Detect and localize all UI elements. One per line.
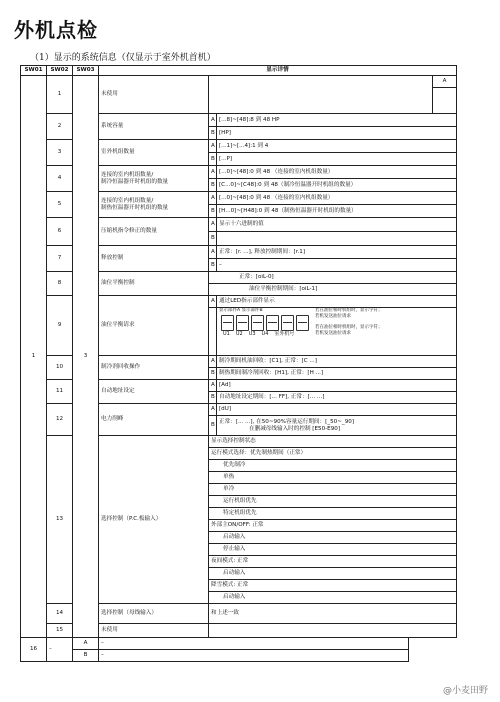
- row-number: 7: [47, 246, 73, 272]
- selection-row: 外部主ON/OFF: 正常: [21, 520, 457, 532]
- segment-digit: [266, 315, 279, 331]
- row-value-a: [Ad]: [217, 380, 457, 392]
- row-number: 3: [47, 140, 73, 166]
- row-name: 释放控制: [99, 246, 209, 272]
- selection-row: 特定机组优先: [21, 508, 457, 520]
- led-display-diagram: [217, 308, 457, 356]
- selection-row: 降雪模式: 正常: [21, 580, 457, 592]
- b-label: B: [209, 368, 217, 380]
- a-label: A: [209, 140, 217, 153]
- row-name: [99, 192, 209, 218]
- a-label: A: [73, 638, 99, 650]
- row-number: 14: [47, 604, 73, 624]
- lcd-notes: 若在油位相时机组时，显示字符； 若机发送油位请求 若在油位相时机组时，显示字符； 若机发送油位请求: [315, 308, 383, 336]
- row-name: 选择控制（P.C.板输入）: [99, 436, 209, 604]
- row-number: 8: [47, 272, 73, 296]
- sw01-value: 1: [21, 76, 47, 638]
- table-row: [21, 650, 457, 662]
- header-sw03: SW03: [73, 66, 99, 76]
- b-label: B: [73, 650, 99, 662]
- system-info-table: [20, 65, 457, 662]
- b-label: B: [209, 392, 217, 404]
- row-value-b: [C...0]~[C48]:0 到 48（制冷恒温器开时机组的数量）: [217, 179, 457, 192]
- row-name-line2: 制冷恒温器开时机组的数量: [101, 178, 169, 185]
- row-value-b: [217, 232, 457, 246]
- selection-row: 启动输入: [21, 532, 457, 544]
- selection-row: 优先制冷: [21, 460, 457, 472]
- a-label: A: [209, 166, 217, 179]
- row-value-a: –: [99, 638, 409, 650]
- header-sw02: SW02: [47, 66, 73, 76]
- lcd-top-labels: 显示部件A 显示部件B: [219, 308, 263, 313]
- row-number: 5: [47, 192, 73, 218]
- row-value-a: 制冷期间机油回收：[C1], 正常：[C ...]: [217, 356, 457, 368]
- page-title: 外机点检: [14, 18, 98, 42]
- row-number: 6: [47, 218, 73, 246]
- a-label: A: [209, 296, 217, 308]
- row-value-a: 显示十六进制的值: [217, 218, 457, 232]
- row-value-a: [...0]~[48]:0 到 48 （连接的室内机组数量）: [217, 166, 457, 179]
- lcd-unit-label: U2: [235, 331, 243, 338]
- row-value-b: [HP]: [217, 127, 457, 140]
- segment-digit: [296, 315, 309, 331]
- selection-row: 单冷: [21, 484, 457, 496]
- row-number: 2: [47, 114, 73, 140]
- row-value-b: [H...0]~[H48]:0 到 48（制热恒温器开时机组的数量）: [217, 205, 457, 218]
- b-label: B: [209, 179, 217, 192]
- table-row: [21, 76, 457, 88]
- selection-row: 启动输入: [21, 592, 457, 604]
- row-number: 16: [21, 638, 47, 662]
- row-name: 未使用: [99, 76, 209, 114]
- row-name: 压缩机指令修正的数量: [99, 218, 209, 246]
- row-value-a: [...0]~[48]:0 到 48 （连接的室内机组数量）: [217, 192, 457, 205]
- a-label: A: [209, 380, 217, 392]
- row-name: 电力削峰: [99, 404, 209, 436]
- row-number: 9: [47, 296, 73, 356]
- header-detail: 显示详情: [99, 66, 457, 76]
- sw03-value: 3: [73, 76, 99, 638]
- row-name: 选择控制（母线输入）: [99, 604, 209, 624]
- row-number: 10: [47, 356, 73, 380]
- b-label: B: [209, 153, 217, 166]
- selection-row: 停止输入: [21, 544, 457, 556]
- b-label: B: [209, 232, 217, 246]
- row-name: 制冷剂回收操作: [99, 356, 209, 380]
- a-label: A: [209, 246, 217, 259]
- row-detail: 和上述一致: [209, 604, 457, 624]
- a-label: A: [209, 218, 217, 232]
- lcd-unit-label: 室外机号: [274, 331, 295, 338]
- segment-digit: [251, 315, 264, 331]
- row-value-a: 通过LED指示部件显示: [217, 296, 457, 308]
- lcd-unit-label: U1: [223, 331, 230, 338]
- b-label: B: [209, 127, 217, 140]
- row-value-b: –: [217, 259, 457, 272]
- row-name: 油位平衡请求: [99, 296, 209, 356]
- segment-digit: [236, 315, 249, 331]
- selection-row: 运行模式选择：优先制热期间（正常）: [21, 448, 457, 460]
- row-name-line1: 连接的室内机组数量/: [101, 198, 154, 205]
- table-header: [21, 66, 457, 76]
- watermark: @小麦田野: [442, 686, 488, 696]
- selection-control-title: 显示选择控制状态: [209, 436, 457, 448]
- lcd-unit-labels: [223, 332, 309, 338]
- row-name: 未使用: [99, 624, 209, 638]
- col-a-label: A: [433, 76, 457, 88]
- row-name: 系统容量: [99, 114, 209, 140]
- row-name: –: [47, 638, 73, 662]
- row-value-a: [...8]~[48]:8 到 48 HP: [217, 114, 457, 127]
- row-value-line1: 正常：[oiL-0]: [209, 272, 457, 284]
- row-value-line2: 油位平衡控制期间：[oiL-1]: [209, 284, 457, 296]
- a-label: A: [209, 192, 217, 205]
- row-name-line1: 连接的室内机组数量/: [101, 172, 154, 179]
- row-value-b: 正常：[... ...], 在50~90%容量运行期间：[_50~_90] 在删减母线输入时的控制 [E50-E90]: [217, 416, 457, 436]
- row-number: 1: [47, 76, 73, 114]
- row-number: 13: [47, 436, 73, 604]
- header-sw01: SW01: [21, 66, 47, 76]
- row-name: 自动地址设定: [99, 380, 209, 404]
- selection-row: 启动输入: [21, 568, 457, 580]
- b-label: B: [209, 205, 217, 218]
- row-value-a: [dU]: [217, 404, 457, 416]
- a-label: A: [209, 356, 217, 368]
- a-label: A: [209, 114, 217, 127]
- selection-row: 运行机组优先: [21, 496, 457, 508]
- row-value-b: 制热期间制冷剂回收：[H1], 正常：[H ...]: [217, 368, 457, 380]
- b-label: B: [209, 416, 217, 436]
- lcd-unit-label: U3: [248, 331, 256, 338]
- row-name: [99, 166, 209, 192]
- lcd-unit-label: U4: [261, 331, 269, 338]
- page-subtitle: （1）显示的系统信息（仅显示于室外机首机）: [30, 53, 216, 63]
- row-name-line2: 制热恒温器开时机组的数量: [101, 204, 169, 211]
- row-value-a: [...1]~[...4]:1 到 4: [217, 140, 457, 153]
- row-number: 4: [47, 166, 73, 192]
- row-value-a: 正常：[r. ...], 释放控制期间：[r.1]: [217, 246, 457, 259]
- row-name: 室外机组数量: [99, 140, 209, 166]
- a-label: A: [209, 404, 217, 416]
- row-value-b: 自动地址设定期间：[... FF], 正常：[... ...]: [217, 392, 457, 404]
- row-name: 油位平衡控制: [99, 272, 209, 296]
- seven-segment-display: [221, 315, 309, 331]
- row-number: 15: [47, 624, 73, 638]
- b-label: B: [209, 259, 217, 272]
- row-value-b: –: [99, 650, 409, 662]
- row-value-b: [...P]: [217, 153, 457, 166]
- row-number: 12: [47, 404, 73, 436]
- segment-digit: [221, 315, 234, 331]
- segment-digit: [281, 315, 294, 331]
- selection-row: 夜间模式: 正常: [21, 556, 457, 568]
- table-row: [21, 638, 457, 650]
- row-number: 11: [47, 380, 73, 404]
- selection-row: 单热: [21, 472, 457, 484]
